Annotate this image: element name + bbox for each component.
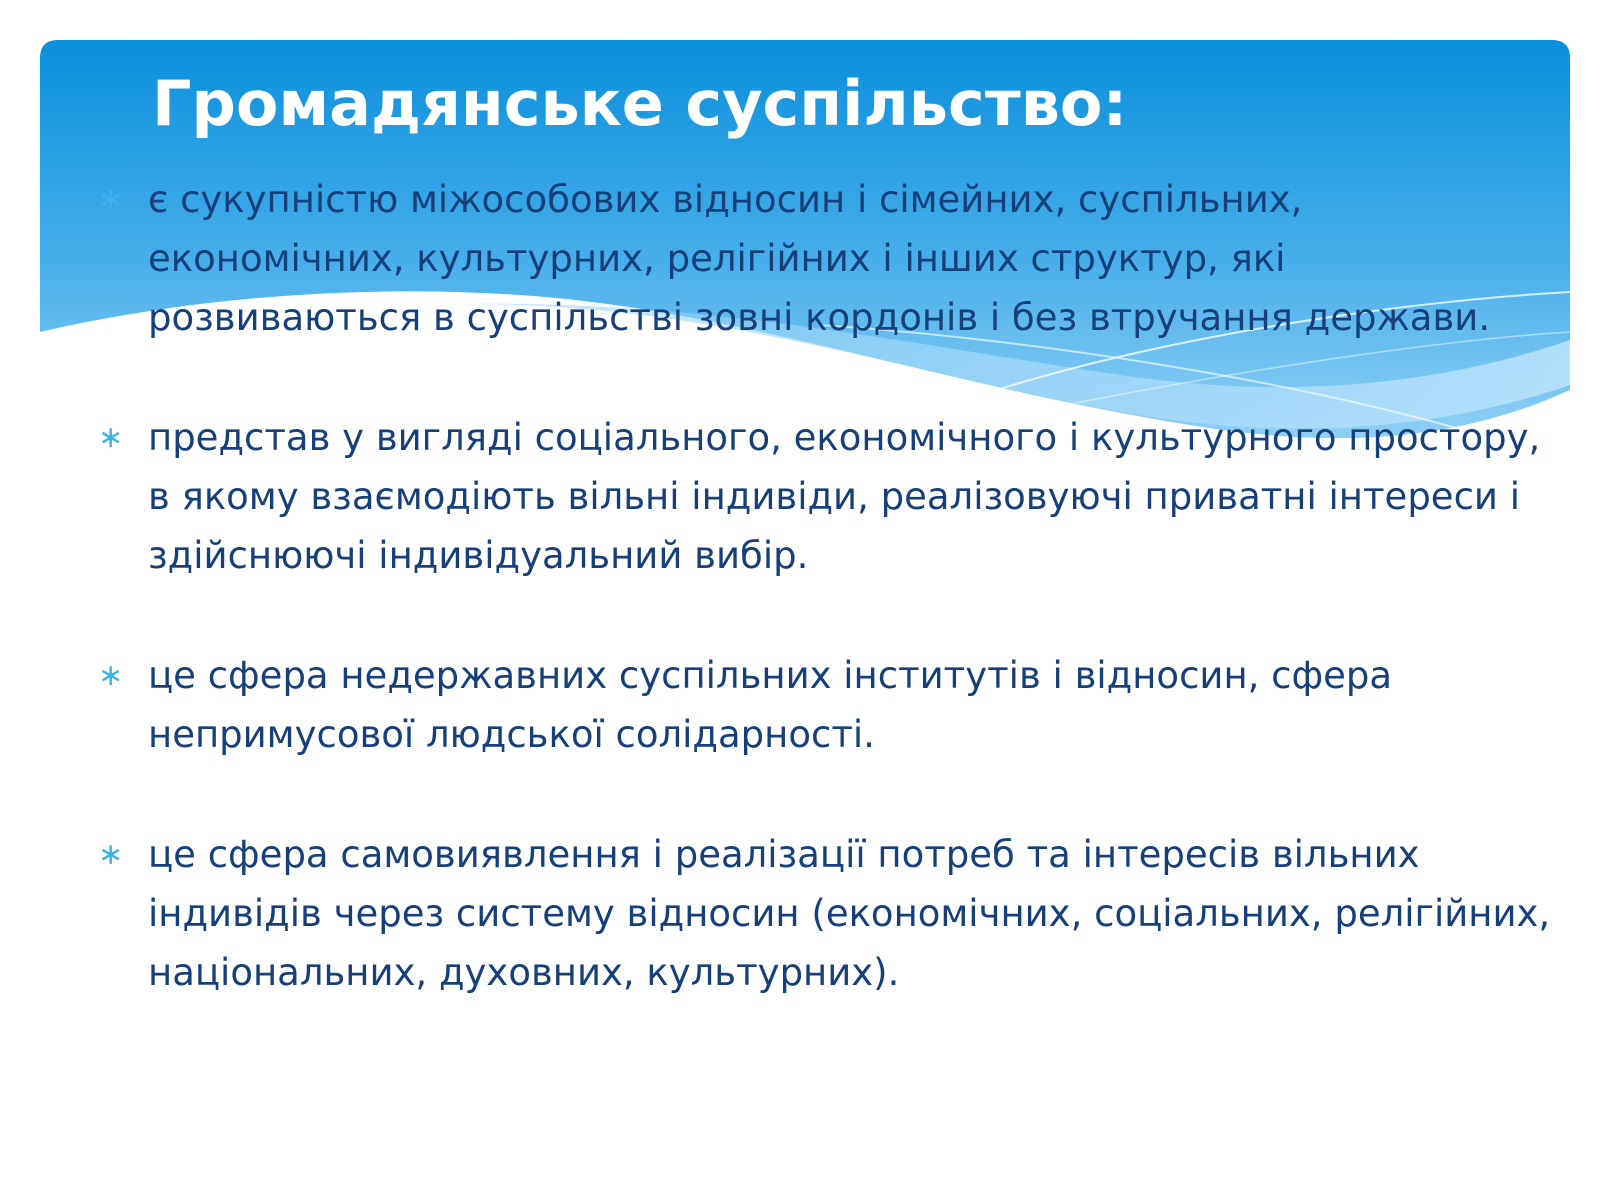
asterisk-bullet-icon: ∗	[98, 837, 124, 872]
bullet-text: це сфера недержавних суспільних інститутів і відносин, сфера непримусової людської солідарності.	[148, 654, 1393, 756]
bullet-text: представ у вигляді соціального, економічного і культурного простору, в якому взаємодіють вільні індивіди, реалізовуючі приватні інтереси і здійснюючі індивідуальний вибір.	[148, 416, 1541, 577]
bullet-list	[98, 170, 1558, 1002]
asterisk-bullet-icon: ∗	[98, 420, 124, 455]
asterisk-bullet-icon: ∗	[98, 182, 124, 217]
bullet-item	[98, 646, 1558, 764]
bullet-text: є сукупністю міжособових відносин і сімейних, суспільних, економічних, культурних, релігійних і інших структур, які розвиваються в суспільстві зовні кордонів і без втручання держави.	[148, 178, 1491, 339]
asterisk-bullet-icon: ∗	[98, 658, 124, 693]
bullet-item	[98, 170, 1558, 347]
bullet-item	[98, 408, 1558, 585]
bullet-text: це сфера самовиявлення і реалізації потреб та інтересів вільних індивідів через систему відносин (економічних, соціальних, релігійних, національних, духовних, культурних).	[148, 833, 1551, 994]
bullet-item	[98, 825, 1558, 1002]
slide-title: Громадянське суспільство:	[152, 67, 1128, 140]
